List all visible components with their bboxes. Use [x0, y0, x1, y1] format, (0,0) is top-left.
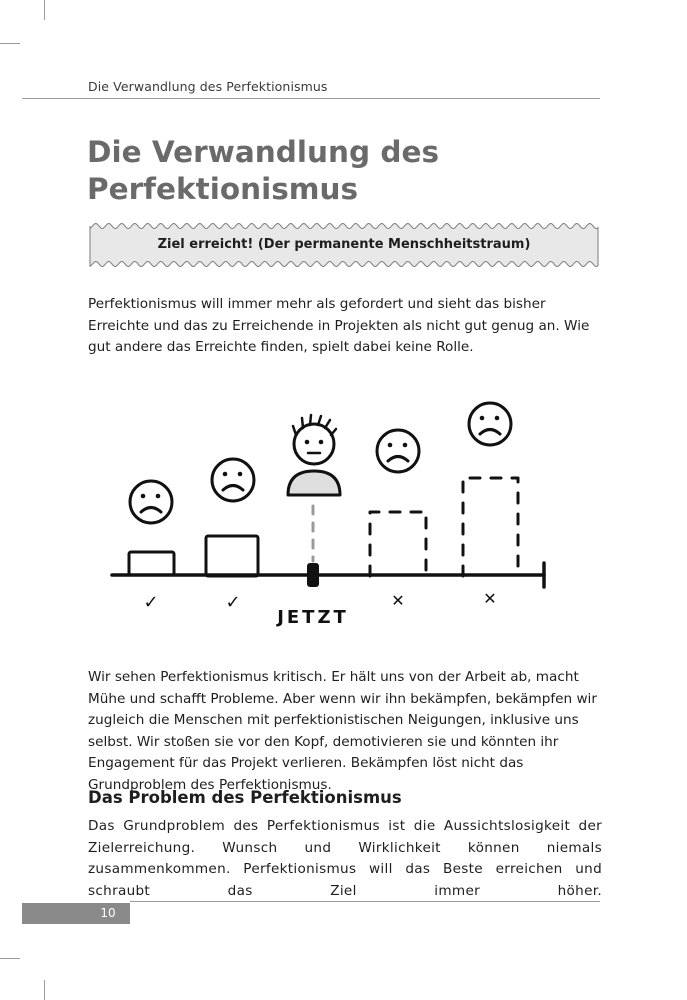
crop-mark-left-bottom	[0, 958, 20, 959]
section-heading: Das Problem des Perfektionismus	[88, 788, 402, 807]
sad-face-icon	[469, 403, 511, 445]
check-mark: ✓	[143, 592, 159, 613]
crop-mark-top	[44, 0, 45, 20]
cross-mark: ✕	[483, 589, 497, 608]
completed-large-box	[206, 536, 258, 576]
footer-rule	[130, 901, 600, 902]
check-mark: ✓	[225, 592, 241, 613]
future-box-dashed	[370, 512, 426, 576]
now-label: JETZT	[277, 607, 349, 628]
banner-text: Ziel erreicht! (Der permanente Menschheitstraum)	[157, 237, 531, 252]
perfectionism-illustration	[100, 395, 560, 635]
sad-face-icon	[377, 430, 419, 472]
now-marker	[307, 563, 319, 587]
chapter-title: Die Verwandlung des Perfektionismus	[87, 135, 440, 206]
page-number: 10	[100, 906, 116, 920]
goal-banner	[86, 222, 602, 268]
cross-mark: ✕	[391, 591, 405, 610]
sad-face-icon	[130, 481, 172, 523]
sad-face-icon	[212, 459, 254, 501]
person-now-icon	[288, 415, 340, 495]
crop-mark-left-top	[0, 43, 20, 44]
problem-paragraph: Das Grundproblem des Perfektionismus ist die Aussichtslosigkeit der Zielerreichung. Wunsch und Wirklichkeit können niemals zusammenkommen. Perfektionismus will das Beste erreichen und schraubt das Ziel immer höher.	[88, 818, 602, 899]
running-header: Die Verwandlung des Perfektionismus	[88, 79, 328, 94]
completed-small-box	[129, 552, 174, 575]
header-rule	[22, 98, 600, 99]
intro-paragraph: Perfektionismus will immer mehr als gefordert und sieht das bisher Erreichte und das zu Erreichende in Projekten als nicht gut genug an. Wie gut andere das Erreichte finden, spielt dabei keine Rolle.	[88, 296, 590, 355]
crop-mark-bottom	[44, 980, 45, 1000]
far-future-box-dashed	[463, 478, 518, 576]
critique-paragraph: Wir sehen Perfektionismus kritisch. Er hält uns von der Arbeit ab, macht Mühe und schafft Probleme. Aber wenn wir ihn bekämpfen, bekämpfen wir zugleich die Menschen mit perfektionistischen Neigungen, inklusive uns selbst. Wir stoßen sie vor den Kopf, demotivieren sie und könnten ihr Engagement für das Projekt verlieren. Bekämpfen löst nicht das Grundproblem des Perfektionismus.	[88, 669, 597, 793]
